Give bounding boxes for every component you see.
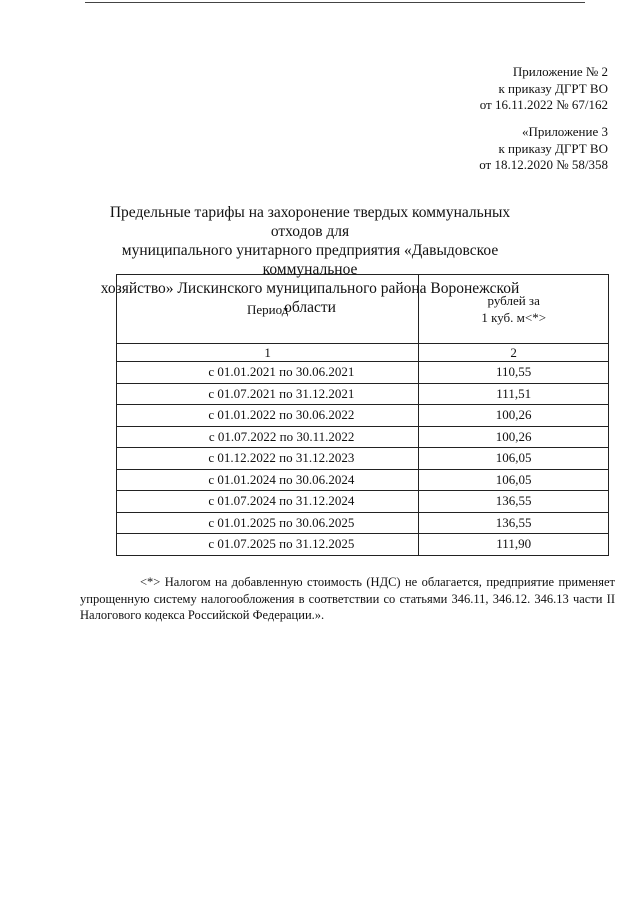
- tariff-value-cell: 106,05: [419, 469, 609, 491]
- period-cell: с 01.07.2024 по 31.12.2024: [117, 491, 419, 513]
- title-line1: Предельные тарифы на захоронение твердых коммунальных отходов для: [109, 204, 511, 240]
- tariff-value-cell: 136,55: [419, 491, 609, 513]
- period-cell: с 01.12.2022 по 31.12.2023: [117, 448, 419, 470]
- table-row: [117, 362, 609, 384]
- period-cell: с 01.01.2025 по 30.06.2025: [117, 512, 419, 534]
- header-price-line2: 1 куб. м<*>: [481, 310, 547, 325]
- footnote: [80, 574, 615, 624]
- appendix-previous-line2: к приказу ДГРТ ВО: [498, 140, 608, 156]
- tariff-value-cell: 110,55: [419, 362, 609, 384]
- column-number-row: [117, 344, 609, 362]
- header-period: Период: [117, 275, 419, 344]
- appendix-current-line1: Приложение № 2: [512, 64, 608, 79]
- header-price: [419, 275, 609, 344]
- title-line2: муниципального унитарного предприятия «Давыдовское коммунальное: [121, 242, 499, 278]
- tariff-value-cell: 111,90: [419, 534, 609, 556]
- table-row: [117, 426, 609, 448]
- tariff-value-cell: 100,26: [419, 426, 609, 448]
- column-number-2: 2: [419, 344, 609, 362]
- period-cell: с 01.07.2025 по 31.12.2025: [117, 534, 419, 556]
- appendix-current-line2: к приказу ДГРТ ВО: [498, 80, 608, 96]
- title-line3: хозяйство» Лискинского муниципального района Воронежской области: [100, 280, 520, 316]
- tariff-table: [116, 274, 609, 556]
- table-row: [117, 448, 609, 470]
- tariff-value-cell: 106,05: [419, 448, 609, 470]
- tariff-value-cell: 136,55: [419, 512, 609, 534]
- appendix-previous-line1: «Приложение 3: [521, 124, 608, 139]
- column-number-1: 1: [117, 344, 419, 362]
- period-cell: с 01.01.2021 по 30.06.2021: [117, 362, 419, 384]
- table-row: [117, 405, 609, 427]
- table-row: [117, 469, 609, 491]
- header-price-line1: рублей за: [487, 293, 540, 308]
- table-header-row: [117, 275, 609, 344]
- appendix-previous-line3: от 18.12.2020 № 58/358: [479, 157, 608, 172]
- appendix-previous-reference: [479, 124, 608, 174]
- period-cell: с 01.01.2022 по 30.06.2022: [117, 405, 419, 427]
- scan-edge-line: [85, 2, 585, 3]
- period-cell: с 01.07.2021 по 31.12.2021: [117, 383, 419, 405]
- appendix-current-line3: от 16.11.2022 № 67/162: [479, 97, 608, 112]
- table-row: [117, 383, 609, 405]
- table-row: [117, 534, 609, 556]
- table-row: [117, 512, 609, 534]
- footnote-text: <*> Налогом на добавленную стоимость (НДС) не облагается, предприятие применяет упрощенную систему налогообложения в соответствии со статьями 346.11, 346.12. 346.13 части II Налогового кодекса Российской Федерации.».: [80, 575, 615, 622]
- appendix-current-reference: [480, 64, 608, 114]
- tariff-value-cell: 111,51: [419, 383, 609, 405]
- period-cell: с 01.01.2024 по 30.06.2024: [117, 469, 419, 491]
- tariff-value-cell: 100,26: [419, 405, 609, 427]
- period-cell: с 01.07.2022 по 30.11.2022: [117, 426, 419, 448]
- table-row: [117, 491, 609, 513]
